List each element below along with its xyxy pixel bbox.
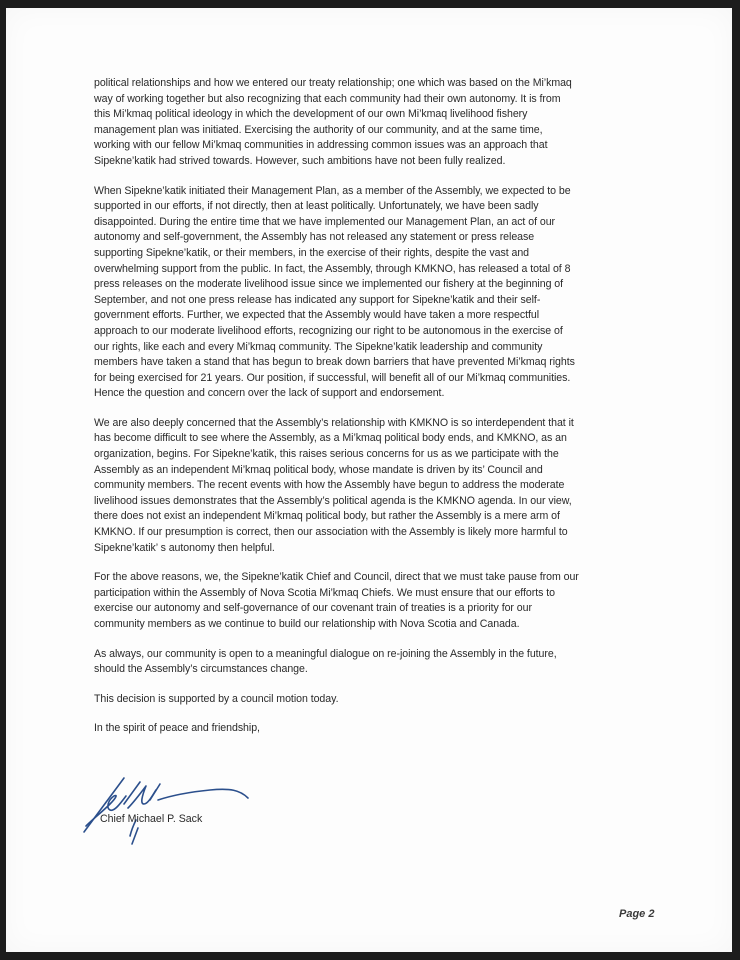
paragraph-kmkno-concern [94, 416, 674, 556]
paragraph-treaty-relationship [94, 76, 674, 170]
text-line: As always, our community is open to a meaningful dialogue on re-joining the Assembly in the future, [94, 647, 557, 660]
text-line: for being exercised for 21 years. Our position, if successful, will benefit all of our Mi’kmaq communities. [94, 371, 571, 384]
text-line: approach to our moderate livelihood efforts, recognizing our right to be autonomous in the exercise of [94, 324, 563, 337]
signature-block [80, 774, 280, 844]
document-page [6, 8, 732, 952]
page-number: Page 2 [619, 908, 655, 920]
text-line: When Sipekne’katik initiated their Management Plan, as a member of the Assembly, we expected to be [94, 184, 571, 197]
text-line: members have taken a stand that has begun to break down barriers that have prevented Mi’kmaq rights [94, 356, 575, 369]
text-line: exercise our autonomy and self-governance of our covenant train of treaties is a priority for our [94, 602, 532, 615]
text-line: government efforts. Further, we expected that the Assembly would have taken a more respectful [94, 309, 540, 322]
text-line: should the Assembly’s circumstances change. [94, 663, 308, 676]
text-line: For the above reasons, we, the Sipekne’katik Chief and Council, direct that we must take pause from our [94, 571, 579, 584]
paragraph-council-motion [94, 692, 674, 708]
text-line: community members as we continue to build our relationship with Nova Scotia and Canada. [94, 618, 520, 630]
letter-body [94, 76, 674, 751]
text-line: there does not exist an independent Mi’kmaq political body, but rather the Assembly is a mere arm of [94, 510, 560, 523]
text-line: livelihood issues demonstrates that the Assembly’s political agenda is the KMKNO agenda. In our view, [94, 494, 572, 507]
text-line: press releases on the moderate livelihood issue since we implemented our fishery at the beginning of [94, 278, 564, 291]
paragraph-management-plan [94, 184, 674, 402]
closing-salutation [94, 721, 674, 737]
text-line: community members. The recent events with how the Assembly have begun to address the moderate [94, 479, 565, 492]
text-line: overwhelming support from the public. In fact, the Assembly, through KMKNO, has released a total of 8 [94, 262, 571, 275]
paragraph-decision [94, 570, 674, 632]
text-line: Hence the question and concern over the lack of support and endorsement. [94, 387, 445, 400]
text-line: We are also deeply concerned that the Assembly’s relationship with KMKNO is so interdependent that it [94, 416, 574, 429]
text-line: disappointed. During the entire time that we have implemented our Management Plan, an act of our [94, 215, 556, 228]
text-line: Sipekne’katik had strived towards. However, such ambitions have not been fully realized. [94, 154, 506, 167]
text-line: In the spirit of peace and friendship, [94, 722, 260, 735]
text-line: working with our fellow Mi’kmaq communities in addressing common issues was an approach that [94, 139, 548, 152]
text-line: supporting Sipekne’katik, or their members, in the exercise of their rights, despite the vast and [94, 246, 530, 259]
signer-name: Chief Michael P. Sack [100, 813, 203, 825]
text-line: This decision is supported by a council motion today. [94, 692, 339, 705]
text-line: participation within the Assembly of Nova Scotia Mi’kmaq Chiefs. We must ensure that our efforts to [94, 586, 555, 599]
handwritten-signature-icon [80, 774, 280, 846]
text-line: has become difficult to see where the Assembly, as a Mi’kmaq political body ends, and KMKNO, as an [94, 432, 567, 445]
text-line: September, and not one press release has indicated any support for Sipekne’katik and their self- [94, 293, 541, 306]
text-line: political relationships and how we entered our treaty relationship; one which was based on the Mi’kmaq [94, 77, 572, 89]
text-line: this Mi’kmaq political ideology in which the development of our own Mi’kmaq livelihood fishery [94, 108, 528, 121]
paragraph-dialogue [94, 647, 674, 678]
text-line: our rights, like each and every Mi’kmaq community. The Sipekne’katik leadership and community [94, 340, 543, 353]
text-line: supported in our efforts, if not directly, then at least politically. Unfortunately, we have been sadly [94, 200, 539, 213]
text-line: Sipekne’katik’ s autonomy then helpful. [94, 541, 275, 554]
text-line: Assembly as an independent Mi’kmaq political body, whose mandate is driven by its’ Council and [94, 463, 543, 476]
text-line: KMKNO. If our presumption is correct, then our association with the Assembly is likely more harmful to [94, 526, 568, 539]
text-line: management plan was initiated. Exercising the authority of our community, and at the same time, [94, 123, 543, 136]
text-line: way of working together but also recognizing that each community had their own autonomy. It is from [94, 92, 561, 105]
text-line: autonomy and self-government, the Assembly has not released any statement or press release [94, 231, 535, 244]
text-line: organization, begins. For Sipekne’katik, this raises serious concerns for us as we participate with the [94, 448, 559, 461]
